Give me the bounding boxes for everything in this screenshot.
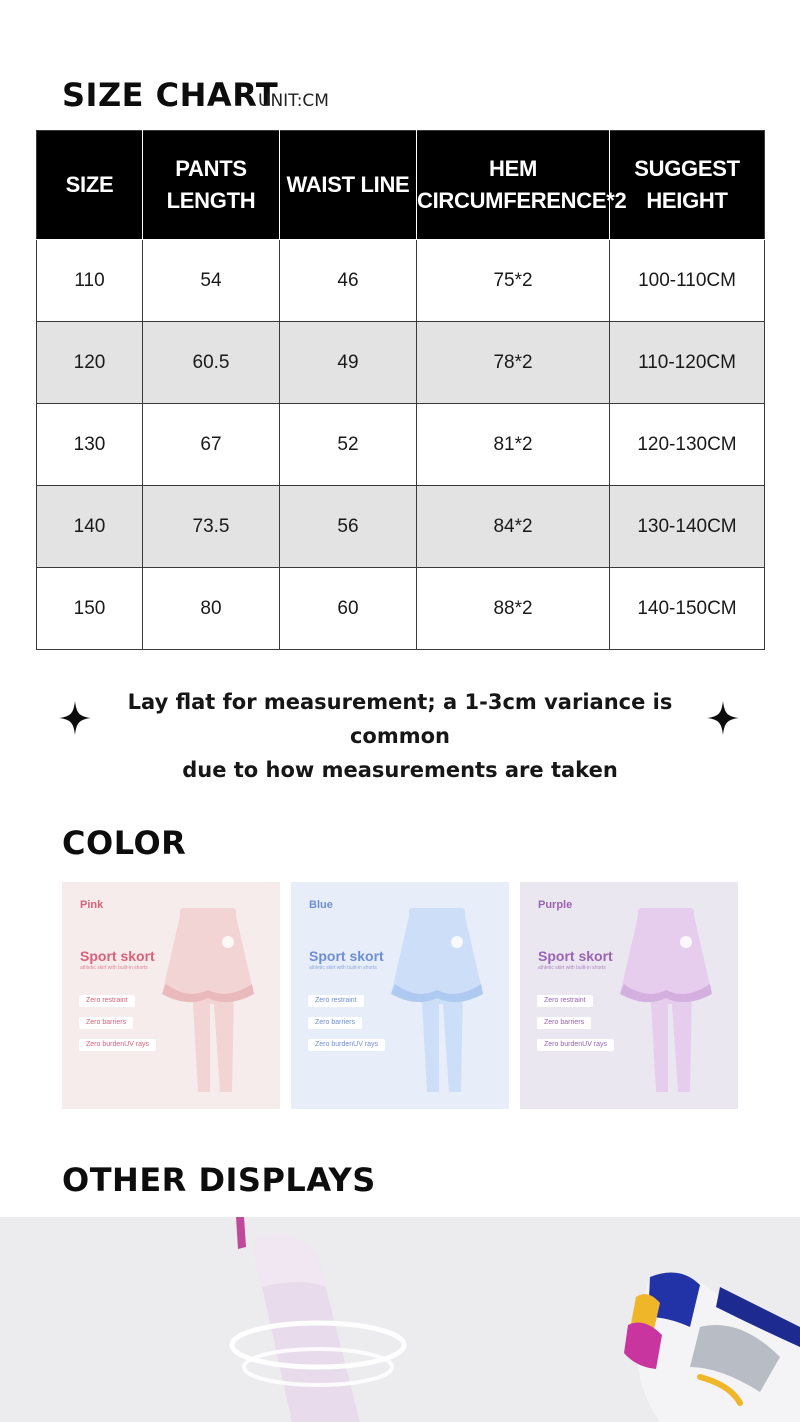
size-chart-title: SIZE CHART bbox=[62, 76, 279, 114]
cell-size: 140 bbox=[37, 486, 143, 568]
feature-chip: Zero restraint bbox=[537, 995, 593, 1007]
cell-waist-line: 52 bbox=[280, 404, 417, 486]
color-swatch-blue[interactable] bbox=[291, 882, 509, 1109]
header-suggest-height: SUGGEST HEIGHT bbox=[610, 131, 765, 240]
table-header-row bbox=[37, 131, 765, 240]
table-row bbox=[37, 322, 765, 404]
feature-chip: Zero barriers bbox=[537, 1017, 591, 1029]
color-name: Purple bbox=[538, 899, 573, 911]
feature-chip: Zero restraint bbox=[308, 995, 364, 1007]
color-swatch-pink[interactable] bbox=[62, 882, 280, 1109]
cell-hem: 81*2 bbox=[417, 404, 610, 486]
measurement-note: Lay flat for measurement; a 1-3cm variance is common due to how measurements are taken bbox=[127, 690, 673, 782]
display-photo bbox=[0, 1217, 800, 1422]
skort-image bbox=[387, 904, 487, 1099]
product-subtitle: athletic skirt with built-in shorts bbox=[80, 965, 148, 971]
product-subtitle: athletic skirt with built-in shorts bbox=[538, 965, 606, 971]
table-row bbox=[37, 240, 765, 322]
cell-height: 140-150CM bbox=[610, 568, 765, 650]
unit-label: UNIT:CM bbox=[258, 91, 329, 111]
cell-pants-length: 60.5 bbox=[143, 322, 280, 404]
product-subtitle: athletic skirt with built-in shorts bbox=[309, 965, 377, 971]
cell-waist-line: 56 bbox=[280, 486, 417, 568]
cell-hem: 78*2 bbox=[417, 322, 610, 404]
feature-chip: Zero barriers bbox=[308, 1017, 362, 1029]
cell-pants-length: 73.5 bbox=[143, 486, 280, 568]
product-title: Sport skort bbox=[309, 948, 384, 964]
color-name: Pink bbox=[80, 899, 104, 911]
color-swatch-purple[interactable] bbox=[520, 882, 738, 1109]
cell-size: 120 bbox=[37, 322, 143, 404]
feature-chip: Zero burdenUV rays bbox=[308, 1039, 385, 1051]
header-hem-circumference: HEM CIRCUMFERENCE*2 bbox=[417, 131, 610, 240]
header-waist-line: WAIST LINE bbox=[280, 131, 417, 240]
cell-size: 150 bbox=[37, 568, 143, 650]
leg-and-sneaker-image bbox=[0, 1217, 800, 1422]
feature-chip: Zero burdenUV rays bbox=[79, 1039, 156, 1051]
feature-chip: Zero burdenUV rays bbox=[537, 1039, 614, 1051]
color-name: Blue bbox=[309, 899, 333, 911]
cell-pants-length: 67 bbox=[143, 404, 280, 486]
table-row bbox=[37, 486, 765, 568]
cell-hem: 88*2 bbox=[417, 568, 610, 650]
skort-image bbox=[616, 904, 716, 1099]
cell-height: 100-110CM bbox=[610, 240, 765, 322]
product-title: Sport skort bbox=[538, 948, 613, 964]
header-size: SIZE bbox=[37, 131, 143, 240]
cell-height: 130-140CM bbox=[610, 486, 765, 568]
skort-image bbox=[158, 904, 258, 1099]
cell-height: 120-130CM bbox=[610, 404, 765, 486]
feature-chip: Zero restraint bbox=[79, 995, 135, 1007]
cell-pants-length: 80 bbox=[143, 568, 280, 650]
sparkle-icon bbox=[707, 701, 739, 735]
cell-hem: 75*2 bbox=[417, 240, 610, 322]
header-pants-length: PANTS LENGTH bbox=[143, 131, 280, 240]
size-table bbox=[36, 130, 765, 650]
cell-waist-line: 49 bbox=[280, 322, 417, 404]
table-row bbox=[37, 404, 765, 486]
other-displays-title: OTHER DISPLAYS bbox=[62, 1161, 376, 1199]
cell-size: 130 bbox=[37, 404, 143, 486]
feature-chip: Zero barriers bbox=[79, 1017, 133, 1029]
color-section-title: COLOR bbox=[62, 824, 187, 862]
sparkle-icon bbox=[59, 701, 91, 735]
cell-waist-line: 60 bbox=[280, 568, 417, 650]
cell-waist-line: 46 bbox=[280, 240, 417, 322]
cell-pants-length: 54 bbox=[143, 240, 280, 322]
product-title: Sport skort bbox=[80, 948, 155, 964]
cell-size: 110 bbox=[37, 240, 143, 322]
cell-hem: 84*2 bbox=[417, 486, 610, 568]
table-row bbox=[37, 568, 765, 650]
cell-height: 110-120CM bbox=[610, 322, 765, 404]
